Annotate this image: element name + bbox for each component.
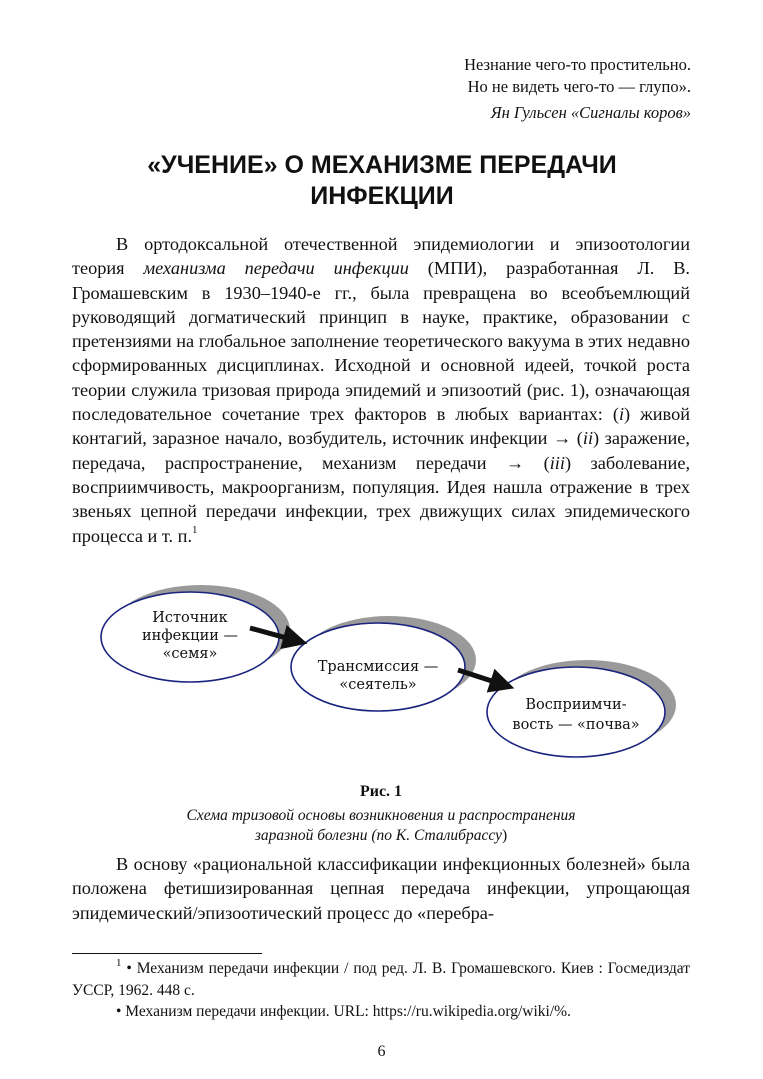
figure-caption [72, 806, 690, 846]
footnotes [72, 958, 690, 1023]
epigraph-author: Ян Гульсен «Сигналы коров» [490, 103, 691, 122]
p1-text-4: ) заражение, передача, распространение, механизм передачи → ( [72, 428, 690, 473]
footnote-marker: 1 [116, 956, 122, 969]
epigraph-line-2: Но не видеть чего-то — глупо». [467, 77, 691, 96]
epigraph-line-1: Незнание чего-то простительно. [464, 55, 691, 74]
node-transmission [291, 616, 476, 711]
chapter-title-line-2: ИНФЕКЦИИ [310, 182, 454, 210]
figure-caption-line-2: заразной болезни (по К. Сталибрассу) [254, 827, 508, 844]
figure-caption-line-1: Схема тризовой основы возникновения и распространения [186, 807, 576, 824]
paragraph-2: В основу «рациональной классификации инфекционных болезней» была положена фетишизированная цепная передача инфекции, упрощающая эпидемический/эпизоотический процесс до «перебра- [72, 854, 690, 923]
node-transmission-line-2: «сеятель» [339, 677, 417, 693]
node-source-line-2: инфекции — [141, 628, 239, 644]
p1-text-5: ) заболевание, восприимчивость, макроорганизм, популяция. Идея нашла отражение в трех звеньях цепной передачи инфекции, трех движущих силах эпидемического процесса и т. п. [72, 452, 691, 546]
node-susceptibility-line-1: Восприимчи- [525, 697, 627, 713]
page-number: 6 [377, 1043, 386, 1060]
footnote-ref-1[interactable]: 1 [192, 524, 198, 537]
p1-roman-ii: ii [582, 428, 594, 449]
node-source-line-3: «семя» [162, 646, 218, 662]
p1-italic-term: механизма передачи инфекции [143, 258, 409, 279]
p1-roman-i: i [618, 404, 625, 425]
chapter-title [72, 150, 692, 212]
triad-diagram [60, 578, 700, 778]
p1-roman-iii: iii [549, 452, 565, 473]
footnote-divider [72, 953, 262, 954]
footnote-item-1: • Механизм передачи инфекции / под ред. Л. В. Громашевского. Киев : Госмедиздат УССР, 1962. 448 с. [72, 960, 690, 999]
chapter-title-line-1: «УЧЕНИЕ» О МЕХАНИЗМЕ ПЕРЕДАЧИ [147, 151, 617, 179]
footnote-2: • Механизм передачи инфекции. URL: https://ru.wikipedia.org/wiki/%. [116, 1003, 571, 1020]
footnote-1 [72, 958, 690, 1001]
p1-text-1: В ортодоксальной отечественной эпидемиологии и эпизоотологии теория [72, 234, 690, 279]
epigraph [464, 54, 691, 124]
node-susceptibility [487, 660, 676, 757]
figure-label: Рис. 1 [359, 783, 403, 800]
node-transmission-line-1: Трансмиссия — [317, 659, 439, 675]
p1-text-3: ) живой контагий, заразное начало, возбудитель, источник инфекции → ( [72, 404, 690, 449]
node-source-line-1: Источник [152, 610, 228, 626]
p1-text-2: (МПИ), разработанная Л. В. Громашевским в 1930–1940-е гг., была превращена во всеобъемлющий руководящий догматический принцип в науке, практике, образовании с претензиями на глобальное заполнение теоретического вакуума в этих недавно сформированных дисциплинах. Исходной и основной идеей, точкой роста теории служила тризовая природа эпидемий и эпизоотий (рис. 1), означающая последовательное сочетание трех факторов в любых вариантах: ( [72, 258, 690, 425]
node-susceptibility-line-2: вость — «почва» [512, 717, 640, 733]
paragraph-1 [72, 232, 690, 548]
